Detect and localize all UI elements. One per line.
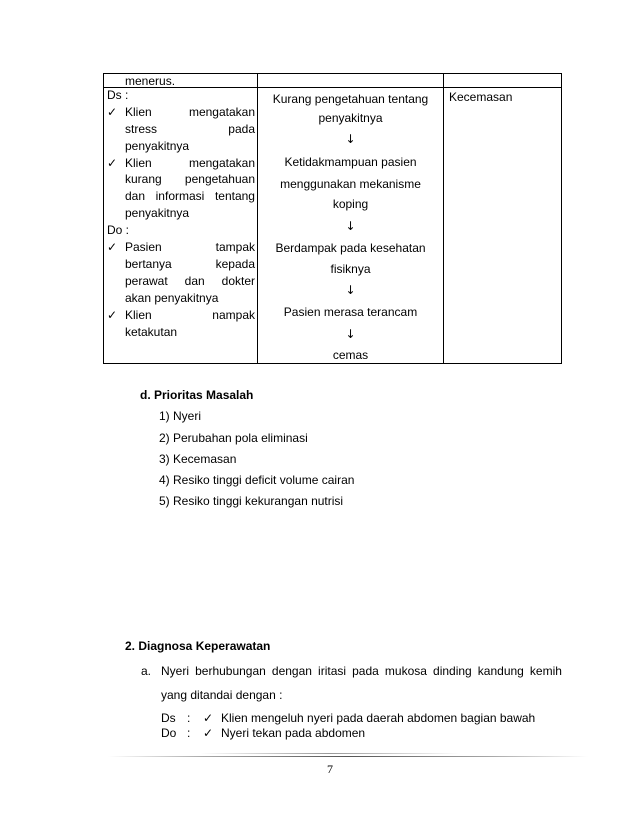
- do-item-2-line-2: ketakutan: [125, 325, 178, 339]
- etiology-line: Pasien merasa terancam: [283, 305, 418, 319]
- table-border-bottom: [103, 363, 562, 364]
- problem-cell: Kecemasan: [449, 90, 513, 104]
- do-item-1-line-4: akan penyakitnya: [125, 291, 219, 305]
- down-arrow-icon: ↓: [345, 219, 356, 233]
- table-col-divider-2: [443, 73, 444, 364]
- down-arrow-icon: ↓: [345, 283, 356, 297]
- check-icon: ✓: [107, 240, 118, 254]
- priority-item: 4) Resiko tinggi deficit volume cairan: [159, 473, 355, 487]
- etiology-line: Kurang pengetahuan tentang: [272, 92, 429, 106]
- check-icon: ✓: [107, 105, 118, 119]
- diagnosis-do-text: Nyeri tekan pada abdomen: [221, 726, 366, 740]
- colon: :: [187, 726, 191, 740]
- ds-item-2-line-1: Klien mengatakan: [125, 156, 255, 170]
- diagnosis-a-marker: a.: [141, 664, 152, 678]
- etiology-line: fisiknya: [330, 262, 371, 276]
- footer-divider-top: [200, 753, 460, 754]
- priority-item: 2) Perubahan pola eliminasi: [159, 431, 308, 445]
- table-border-right: [561, 73, 562, 364]
- priority-item: 3) Kecemasan: [159, 452, 237, 466]
- ds-label: Ds :: [107, 88, 129, 102]
- etiology-line: Ketidakmampuan pasien: [284, 155, 417, 169]
- priority-heading: d. Prioritas Masalah: [140, 388, 254, 402]
- table-border-left: [103, 73, 104, 364]
- diagnosis-ds-label: Ds: [161, 711, 176, 725]
- table-cell-continued: menerus.: [125, 74, 176, 88]
- etiology-line: koping: [332, 197, 369, 211]
- footer-divider: [108, 756, 588, 757]
- etiology-line: Berdampak pada kesehatan: [275, 241, 426, 255]
- etiology-line: cemas: [332, 348, 369, 362]
- do-item-1-line-2: bertanya kepada: [125, 257, 255, 271]
- check-icon: ✓: [203, 726, 214, 740]
- page-number: 7: [327, 762, 333, 776]
- do-label: Do :: [107, 223, 130, 237]
- diagnosis-ds-text: Klien mengeluh nyeri pada daerah abdomen bagian bawah: [221, 711, 536, 725]
- priority-item: 5) Resiko tinggi kekurangan nutrisi: [159, 494, 344, 508]
- check-icon: ✓: [203, 711, 214, 725]
- ds-item-1-line-1: Klien mengatakan: [125, 105, 255, 119]
- assessment-table: [103, 73, 562, 364]
- ds-item-2-line-4: penyakitnya: [125, 206, 190, 220]
- etiology-line: menggunakan mekanisme: [280, 177, 421, 191]
- priority-item: 1) Nyeri: [159, 409, 202, 423]
- down-arrow-icon: ↓: [345, 327, 356, 341]
- do-item-2-line-1: Klien nampak: [125, 308, 255, 322]
- ds-item-2-line-2: kurang pengetahuan: [125, 172, 255, 186]
- check-icon: ✓: [107, 308, 118, 322]
- diagnosis-heading: 2. Diagnosa Keperawatan: [125, 639, 271, 653]
- diagnosis-a-line-1: Nyeri berhubungan dengan iritasi pada mukosa dinding kandung kemih: [161, 664, 562, 678]
- diagnosis-a-line-2: yang ditandai dengan :: [161, 688, 283, 702]
- ds-item-2-line-3: dan informasi tentang: [125, 189, 255, 203]
- ds-item-1-line-2: stress pada: [125, 122, 255, 136]
- down-arrow-icon: ↓: [345, 132, 356, 146]
- do-item-1-line-3: perawat dan dokter: [125, 274, 255, 288]
- etiology-line: penyakitnya: [318, 111, 383, 125]
- colon: :: [187, 711, 191, 725]
- ds-item-1-line-3: penyakitnya: [125, 139, 190, 153]
- check-icon: ✓: [107, 156, 118, 170]
- diagnosis-do-label: Do: [161, 726, 177, 740]
- do-item-1-line-1: Pasien tampak: [125, 240, 255, 254]
